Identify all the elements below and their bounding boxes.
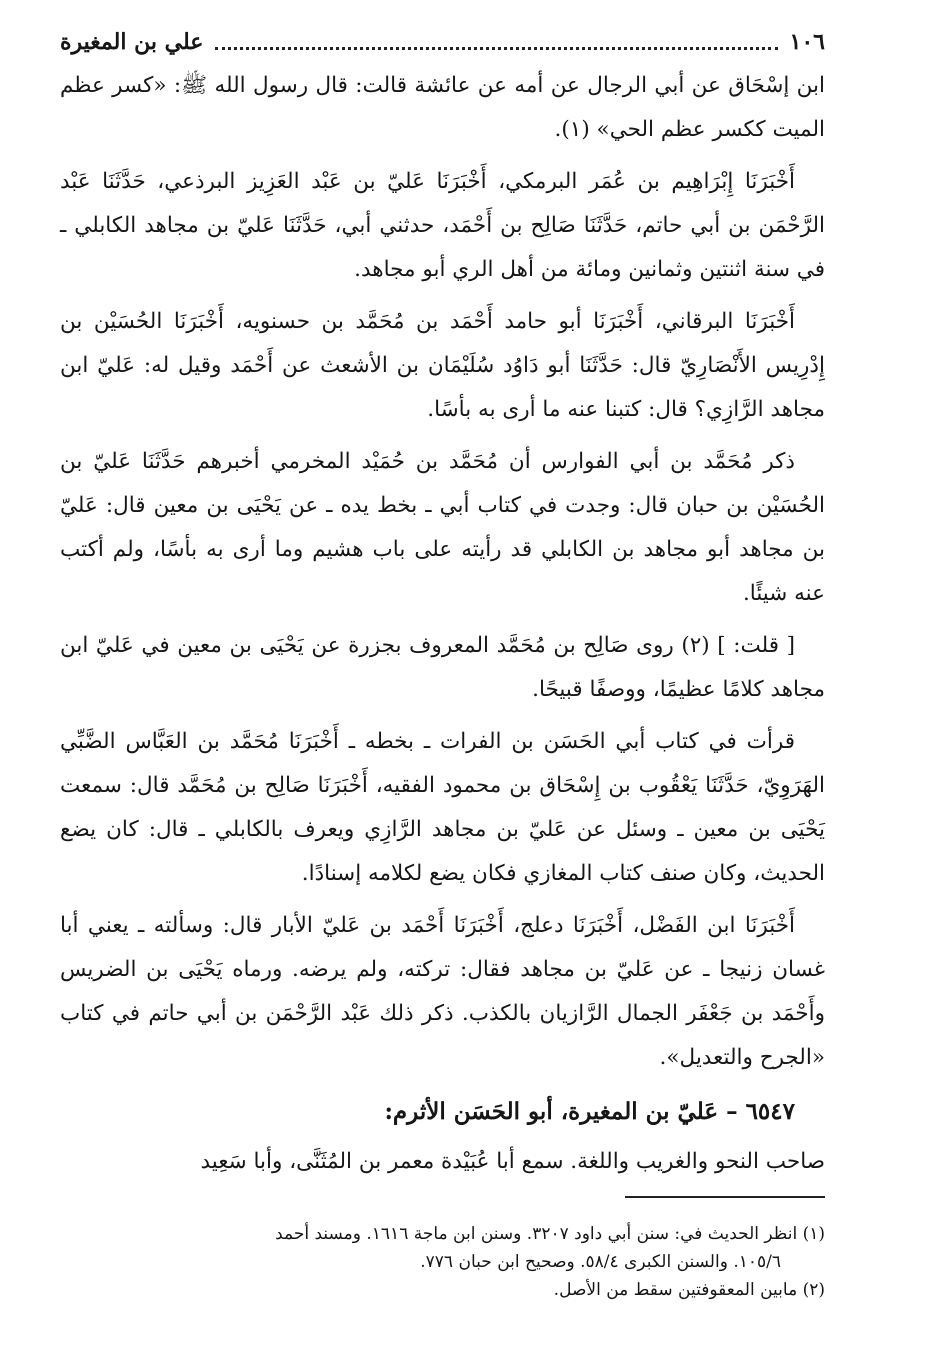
paragraph-4: ذكر مُحَمَّد بن أبي الفوارس أن مُحَمَّد بن حُمَيْد المخرمي أخبرهم حَدَّثَنَا عَليّ بن الحُسَيْن بن حبان قال: وجدت في كتاب أبي ـ بخط يده ـ عن يَحْيَى بن معين قال: عَليّ بن مجاهد أبو مجاهد بن الكابلي قد رأيته على باب هشيم وما أرى به بأسًا، ولم أكتب عنه شيئًا. [60,449,825,606]
entry-text: صاحب النحو والغريب واللغة. سمع أبا عُبَيْدة معمر بن المُثَنَّى، وأبا سَعِيد [200,1149,825,1174]
footnotes [60,1220,825,1304]
running-title: علي بن المغيرة [60,29,204,55]
paragraph-2: أَخْبَرَنَا إِبْرَاهِيم بن عُمَر البرمكي، أَخْبَرَنَا عَليّ بن عَبْد العَزِيز البرذعي، حَدَّثَنَا عَبْد الرَّحْمَن بن أبي حاتم، حَدَّثَنَا صَالِح بن أَحْمَد، حدثني أبي، حَدَّثَنَا عَليّ بن مجاهد الكابلي ـ في سنة اثنتين وثمانين ومائة من أهل الري أبو مجاهد. [60,169,825,282]
header-dot-leader [215,47,777,50]
page-number: ١٠٦ [789,29,825,55]
paragraph-5: [ قلت: ] (٢) روى صَالِح بن مُحَمَّد المعروف بجزرة عن يَحْيَى بن معين في عَليّ ابن مجاهد كلامًا عظيمًا، ووصفًا قبيحًا. [60,633,825,702]
paragraph-3: أَخْبَرَنَا البرقاني، أَخْبَرَنَا أبو حامد أَحْمَد بن مُحَمَّد بن حسنويه، أَخْبَرَنَا الحُسَيْن بن إِدْرِيس الأَنْصَارِيّ قال: حَدَّثَنَا أبو دَاوُد سُلَيْمَان بن الأشعث عن أَحْمَد وقيل له: عَليّ ابن مجاهد الرَّازِي؟ قال: كتبنا عنه ما أرى به بأسًا. [60,309,825,422]
page-header [60,24,825,60]
paragraph-1: ابن إسْحَاق عن أبي الرجال عن أمه عن عائشة قالت: قال رسول الله ﷺ: «كسر عظم الميت ككسر عظم الحي» (١). [60,73,825,142]
body-text [60,64,825,1184]
footnote-separator [625,1196,825,1198]
paragraph-7: أَخْبَرَنَا ابن الفَضْل، أَخْبَرَنَا دعلج، أَخْبَرَنَا أَحْمَد بن عَليّ الأبار قال: وسألته ـ يعني أبا غسان زنيجا ـ عن عَليّ بن مجاهد فقال: تركته، ولم يرضه. ورماه يَحْيَى بن الضريس وأَحْمَد بن جَعْفَر الجمال الرَّازيان بالكذب. ذكر ذلك عَبْد الرَّحْمَن بن أبي حاتم في كتاب «الجرح والتعديل». [60,913,825,1070]
entry-heading: ٦٥٤٧ – عَليّ بن المغيرة، أبو الحَسَن الأثرم: [384,1098,795,1125]
footnote-1-continuation: ١٠٥/٦. والسنن الكبرى ٥٨/٤. وصحيح ابن حبان ٧٧٦. [420,1252,781,1272]
paragraph-6: قرأت في كتاب أبي الحَسَن بن الفرات ـ بخطه ـ أَخْبَرَنَا مُحَمَّد بن العَبَّاس الضَّبِّي الهَرَوِيّ، حَدَّثَنَا يَعْقُوب بن إِسْحَاق بن محمود الفقيه، أَخْبَرَنَا صَالِح بن مُحَمَّد قال: سمعت يَحْيَى بن معين ـ وسئل عن عَليّ بن مجاهد الرَّازِي ويعرف بالكابلي ـ قال: كان يضع الحديث، وكان صنف كتاب المغازي فكان يضع لكلامه إسنادًا. [60,729,825,886]
footnote-1: (١) انظر الحديث في: سنن أبي داود ٣٢٠٧. وسنن ابن ماجة ١٦١٦. ومسند أحمد [275,1224,825,1244]
footnote-2: (٢) مابين المعقوفتين سقط من الأصل. [553,1280,825,1300]
book-page [60,24,825,1344]
